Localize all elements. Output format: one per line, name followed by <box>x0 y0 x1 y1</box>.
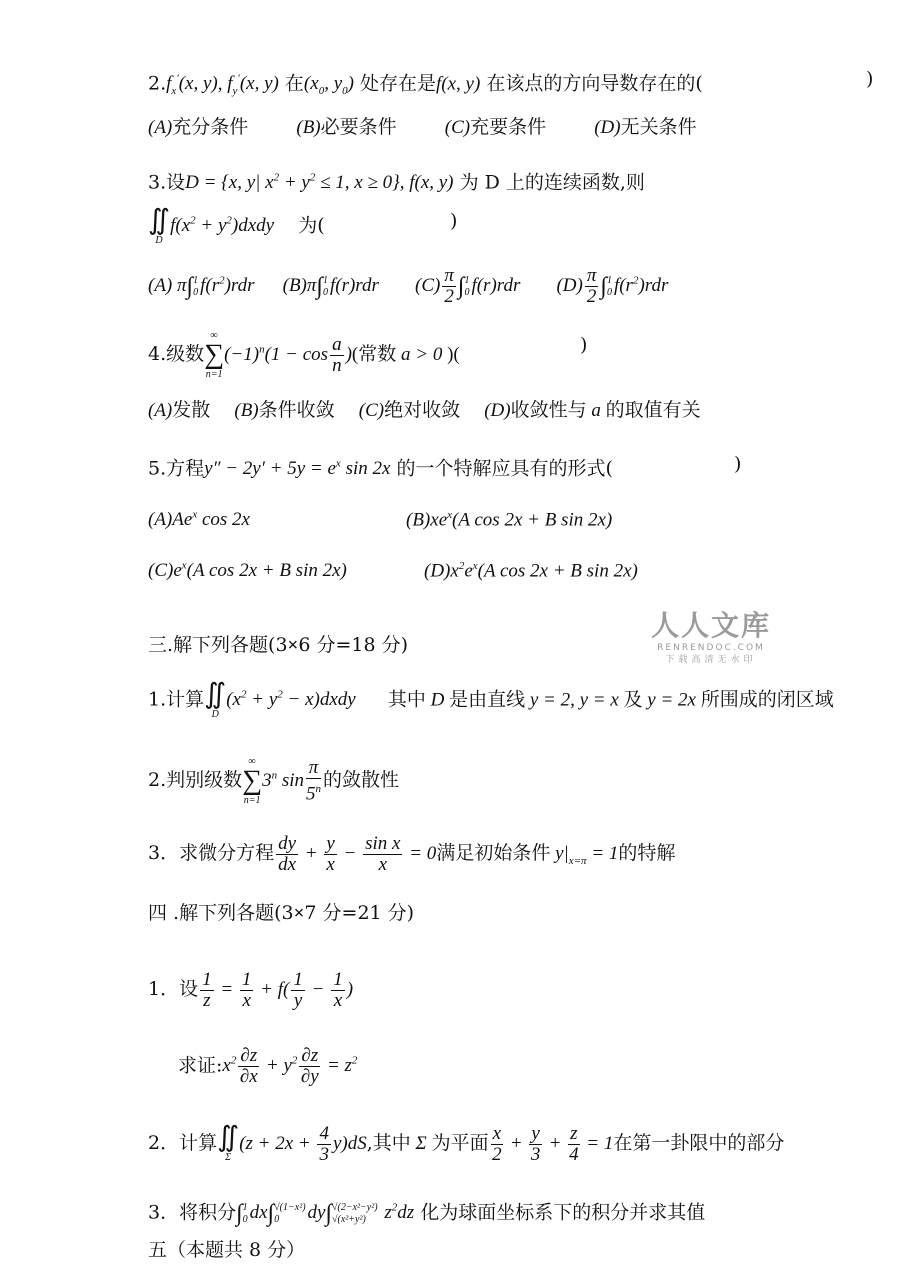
s3-p2-text: 的敛散性 <box>323 769 400 791</box>
section4-problem1-proof <box>178 1046 357 1087</box>
q3-domain-formula: D = {x, y| $x^2 + y^2 \le 1$, x ≥ 0}, f(x, y) <box>185 172 454 194</box>
section5-title <box>148 1235 305 1265</box>
q2-fx-formula: $f_x'(x$, y) <box>166 73 218 98</box>
q4-option-d-label: (D) <box>484 400 511 421</box>
s3-p3-number: 3．求微分方程 <box>148 841 275 864</box>
section3-problem3 <box>148 834 675 876</box>
q4-option-c-text: 绝对收敛 <box>384 399 461 421</box>
section5-title-text: 五（本题共 8 分） <box>148 1239 306 1261</box>
section3-title-tail: 6 分=18 分) <box>298 634 409 656</box>
q2-option-c-text: 充要条件 <box>470 116 547 138</box>
s4-p3-triple-integral: ∫ 1 0 dx∫ √(1−x²) 0 dy∫ √(2−x²−y²) √(x²+y²) $z^2dz$ <box>236 1200 415 1227</box>
s3-p1-integrand: ($x^2 + y^2$ − x)dxdy <box>226 689 356 711</box>
q2-number: 2. <box>148 72 167 95</box>
s4-p2-number: 2．计算 <box>148 1131 218 1154</box>
s4-p1-prove-label: 求证: <box>178 1054 223 1077</box>
s3-p3-text2: 的特解 <box>618 841 676 864</box>
q3-integrand: $f(x^2$ + $y^2)dxdy$ <box>170 215 275 237</box>
q3-integral-line <box>148 204 458 246</box>
q2-fy-formula: $f_y'(x$, y) <box>227 73 279 98</box>
q5-option-a: (A)Ae$^x$ cos 2x <box>148 509 250 531</box>
q4-option-d-text2: 的取值有关 <box>605 399 701 421</box>
s4-p2-text1: ,其中 <box>366 1131 411 1154</box>
q4-option-c-label: (C) <box>358 400 385 421</box>
q4-close-paren: ) <box>580 334 588 356</box>
q4-option-a-label: (A) <box>148 400 173 421</box>
section4-problem2: 2．计算 ∬ Σ (z + 2x + $\frac{4}{3}$ y)dS,其中 Σ 为平面 $\frac{x}{2}$ + $\frac{y}{3}$ + $\frac{z}{4}$ = 1在第一卦限中的部分 <box>148 1122 785 1165</box>
s4-p3-text: 化为球面坐标系下的积分并求其值 <box>420 1201 706 1224</box>
q4-series-term: $(-1)^n(1 - \cos$ $\frac{a}{n}$ ) <box>224 334 352 377</box>
section4-problem1 <box>148 970 353 1011</box>
q4-options: (A)发散 (B)条件收敛 (C)绝对收敛 (D)收敛性与 a 的取值有关 <box>148 399 701 421</box>
s3-p3-initial-condition: $y|_{x=\pi} = 1$ <box>550 842 619 867</box>
q5-close-paren: ) <box>734 453 742 475</box>
q5-option-c: $(C)e^x(A$ cos 2x + B sin 2x) <box>148 560 347 582</box>
q3-double-integral: ∬ D <box>148 204 171 246</box>
s4-p2-text3: 在第一卦限中的部分 <box>613 1131 785 1154</box>
s4-p2-surface-integral: ∬ Σ <box>217 1122 240 1164</box>
q4-number: 4.级数 <box>148 343 205 365</box>
s3-p1-double-integral: ∬ D <box>204 678 227 720</box>
q2-f-formula: f(x, y) <box>436 73 481 95</box>
s4-p1-proof-equation: $x^2$ $\frac{\partial z}{\partial x}$ + $y^2$ $\frac{\partial z}{\partial y}$ = $z^2$ <box>222 1045 358 1088</box>
q4-option-b-text: 条件收敛 <box>258 399 335 421</box>
q4-option-a-text: 发散 <box>172 399 211 421</box>
q4-option-b-label: (B) <box>234 400 259 421</box>
q2-option-b-label: (B) <box>296 117 321 138</box>
s3-p1-text2: 是由直线 <box>449 688 526 711</box>
q3-option-a: (A) π∫ 1 0 $f(r^2)rdr$ <box>148 273 255 300</box>
section4-title-text: 四 .解下列各题(3 <box>148 902 294 924</box>
section3-title: 三.解下列各题(3×6 分=18 分) <box>148 634 409 656</box>
q5-text1: 的一个特解应具有的形式( <box>396 457 613 480</box>
q2-option-b-text: 必要条件 <box>320 116 397 138</box>
s3-p1-text3: 及 <box>623 688 643 711</box>
q2-close-paren: ) <box>866 68 874 90</box>
q5-options-row1 <box>148 500 613 535</box>
watermark-main: 人人文库 <box>650 609 771 642</box>
watermark-url: RENRENDOC.COM <box>657 643 765 653</box>
section3-problem2 <box>148 756 399 806</box>
s3-p3-equation: $\frac{dy}{dx}$ + $\frac{y}{x}$ − $\frac{\text{sin x}}{x}$ = 0 <box>278 833 437 875</box>
q3-close-paren: ) <box>450 210 458 232</box>
q5-option-b: $(B)xe^x(A$ cos 2x + B sin 2x) <box>406 509 613 531</box>
q5-options-row2 <box>148 551 638 586</box>
q3-text1: 为 D 上的连续函数,则 <box>459 171 645 194</box>
s4-p2-integrand: (z + 2x + $\frac{4}{3}$ y)dS <box>239 1123 367 1165</box>
q4-line: 4.级数 ∞ ∑ n=1 $(-1)^n(1 - \cos$ $\frac{a}{n}$ )(常数 a > 0 )( ) <box>148 330 588 380</box>
section4-title-tail: 7 分=21 分) <box>304 902 415 924</box>
s4-p1-equation: $\frac{1}{z}$ = $\frac{1}{x}$ + f( $\frac{1}{y}$ − $\frac{1}{x}$ ) <box>202 969 354 1011</box>
q3-option-c: (C) $\frac{\pi}{2}$ ∫ 1 0 f(r)rdr <box>415 265 521 308</box>
s4-p2-text2: 为平面 <box>431 1131 489 1154</box>
q5-option-d: $(D)x^2e^x(A$ cos 2x + B sin 2x) <box>424 560 638 582</box>
q2-option-a-label: (A) <box>148 117 173 138</box>
s3-p2-sum-symbol: ∞ ∑ n=1 <box>242 756 263 806</box>
section4-problem3 <box>148 1193 705 1229</box>
q5-equation: $y'' - 2y' + 5y = e^x$ sin 2x <box>204 458 391 480</box>
q4-option-d-text: 收敛性与 <box>510 399 587 421</box>
s4-p2-plane: $\frac{x}{2}$ + $\frac{y}{3}$ + $\frac{z}{4}$ = 1 <box>492 1123 614 1165</box>
s3-p3-text1: 满足初始条件 <box>436 841 551 864</box>
q2-line: $2.f_x'(x$, y), $f_y'(x$, y) 在($x_0$, $y_0$) 处存在是f(x, y) 在该点的方向导数存在的( ) <box>148 64 703 106</box>
q2-option-d-text: 无关条件 <box>620 116 697 138</box>
q2-text1: 处存在是 <box>360 72 437 95</box>
q2-option-d-label: (D) <box>594 117 621 138</box>
q3-line <box>148 163 645 198</box>
s4-p3-number: 3．将积分 <box>148 1201 237 1224</box>
q2-point: ($x_0$, $y_0$) <box>303 73 354 98</box>
q4-paren-text: 常数 <box>358 343 397 365</box>
q2-options <box>148 112 697 143</box>
s3-p1-text4: 所围成的闭区域 <box>700 688 834 711</box>
q5-line <box>148 449 742 484</box>
section3-title-text: 三.解下列各题(3 <box>148 634 288 656</box>
s4-p1-number: 1．设 <box>148 977 199 1000</box>
section3-problem1: 1.计算 ∬ D ($x^2 + y^2$ − x)dxdy 其中 D 是由直线 y = 2, y = x 及 y = 2x 所围成的闭区域 <box>148 678 834 720</box>
s3-p2-number: 2.判别级数 <box>148 769 243 791</box>
q2-text2: 在该点的方向导数存在的( <box>486 72 703 95</box>
q4-sum-symbol: ∞ ∑ n=1 <box>204 330 225 380</box>
q3-option-b: (B)π∫ 1 0 f(r)rdr <box>282 273 379 300</box>
q2-option-a-text: 充分条件 <box>172 116 249 138</box>
q3-text2: 为( <box>298 214 325 237</box>
s3-p2-series-term: 3$^n$ sin $\frac{\pi}{5^n}$ <box>262 757 322 805</box>
q3-options <box>148 266 668 307</box>
s3-p1-text1: 其中 <box>387 688 426 711</box>
watermark-sub: 下载高清无水印 <box>665 655 757 665</box>
s3-p1-number: 1.计算 <box>148 688 205 711</box>
q2-option-c-label: (C) <box>444 117 471 138</box>
q3-option-d: (D) $\frac{\pi}{2}$ ∫ 1 0 $f(r^2)rdr$ <box>556 265 669 308</box>
watermark-logo <box>646 610 776 666</box>
q3-number: 3.设 <box>148 171 186 194</box>
section4-title: 四 .解下列各题(3×7 分=21 分) <box>148 902 415 924</box>
q5-number: 5.方程 <box>148 457 205 480</box>
